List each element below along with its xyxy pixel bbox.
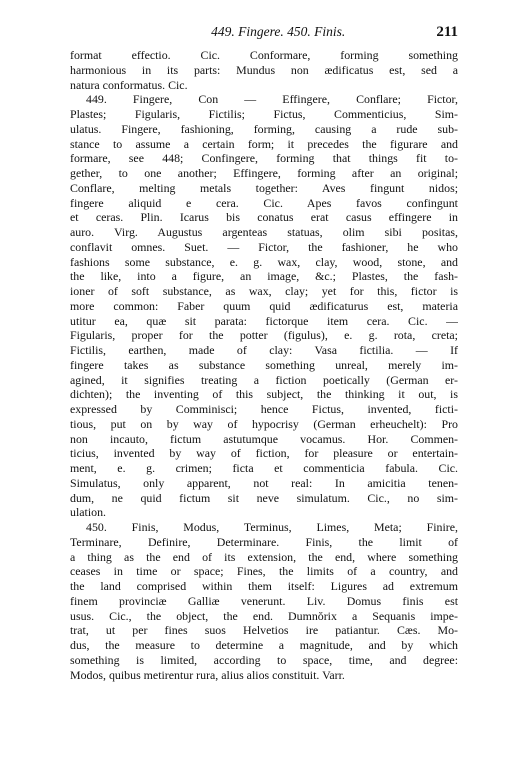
text-line: dichten); the inventing of this subject, the thinking it out, is bbox=[70, 387, 458, 402]
text-line: formare, see 448; Confingere, forming that things fit to- bbox=[70, 151, 458, 166]
text-line: harmonious in its parts: Mundus non ædificatus est, sed a bbox=[70, 62, 458, 77]
text-line: ioner of soft substance, as wax, clay; yet for this, fictor is bbox=[70, 284, 458, 298]
body-text bbox=[70, 48, 458, 682]
running-title: 449. Fingere. 450. Finis. bbox=[211, 24, 346, 39]
text-line: Simulatus, only apparent, not real: In amicitia tenen- bbox=[70, 475, 458, 490]
text-line: dum, ne quid fictum sit neve simulatum. Cic., no sim- bbox=[70, 490, 458, 505]
text-line: et ceras. Plin. Icarus bis conatus erat casus effingere in bbox=[70, 210, 458, 225]
text-line: stance to assume a certain form; it precedes the figurare and bbox=[70, 136, 458, 151]
page-number: 211 bbox=[436, 24, 458, 40]
text-line: Fictilis, earthen, made of clay: Vasa fictilia. — If bbox=[70, 343, 458, 357]
text-line: ulation. bbox=[70, 505, 106, 520]
text-line: dus, the measure to determine a magnitude, and by which bbox=[70, 638, 458, 652]
text-line: 450. Finis, Modus, Terminus, Limes, Meta; Finire, bbox=[86, 520, 458, 534]
text-line: trat, ut per fines suos Helvetios ire patiantur. Cæs. Mo- bbox=[70, 623, 458, 638]
text-line: ceases in time or space; Fines, the limits of a country, and bbox=[70, 564, 458, 579]
text-line: ulatus. Fingere, fashioning, forming, causing a rude sub- bbox=[70, 121, 458, 136]
text-line: 449. Fingere, Con — Effingere, Conflare; Fictor, bbox=[86, 92, 458, 107]
text-line: Plastes; Figularis, Fictilis; Fictus, Commenticius, Sim- bbox=[70, 107, 458, 121]
text-line: Figularis, proper for the potter (figulus), e. g. rota, creta; bbox=[70, 328, 458, 343]
text-line: Conflare, melting metals together: Aves fingunt nidos; bbox=[70, 180, 458, 195]
page-header bbox=[70, 24, 458, 46]
text-line: fingere takes as substance something unreal, merely im- bbox=[70, 357, 458, 372]
text-line: finem provinciæ Galliæ venerunt. Liv. Domus finis est bbox=[70, 593, 458, 608]
text-line: a thing as the end of its extension, the end, where something bbox=[70, 549, 458, 564]
text-line: ticius, invented by way of fiction, for pleasure or entertain- bbox=[70, 446, 458, 461]
text-line: non incauto, fictum astutumque vocamus. Hor. Commen- bbox=[70, 431, 458, 446]
text-line: Terminare, Definire, Determinare. Finis, the limit of bbox=[70, 534, 458, 549]
text-line: auro. Virg. Augustus argenteas statuas, olim sibi positas, bbox=[70, 225, 458, 239]
text-line: expressed by Comminisci; hence Fictus, invented, ficti- bbox=[70, 402, 458, 416]
text-line: ment, e. g. crimen; ficta et commenticia fabula. Cic. bbox=[70, 461, 458, 475]
text-line: Modos, quibus metirentur rura, alius alios constituit. Varr. bbox=[70, 667, 345, 682]
text-line: utitur ea, quæ sit parata: fictorque item cera. Cic. — bbox=[70, 313, 458, 328]
text-line: more common: Faber quum quid ædificaturus est, materia bbox=[70, 298, 458, 313]
text-line: natura conformatus. Cic. bbox=[70, 77, 188, 92]
text-line: the like, into a figure, an image, &c.; Plastes, the fash- bbox=[70, 269, 458, 284]
text-line: tious, put on by way of hypocrisy (German erheuchelt): Pro bbox=[70, 416, 458, 431]
book-page bbox=[70, 24, 458, 682]
text-line: format effectio. Cic. Conformare, forming something bbox=[70, 48, 458, 62]
text-line: something is limited, according to space, time, and degree: bbox=[70, 652, 458, 667]
text-line: fingere aliquid e cera. Cic. Apes favos confingunt bbox=[70, 195, 458, 210]
text-line: the land comprised within them itself: Ligures ad extremum bbox=[70, 579, 458, 593]
text-line: gether, to one another; Effingere, forming after an original; bbox=[70, 166, 458, 180]
text-line: fashions some substance, e. g. wax, clay, wood, stone, and bbox=[70, 254, 458, 269]
text-line: usus. Cic., the object, the end. Dumnŏrix a Sequanis impe- bbox=[70, 608, 458, 623]
text-line: agined, it signifies treating a fiction poetically (German er- bbox=[70, 372, 458, 387]
text-line: conflavit omnes. Suet. — Fictor, the fashioner, he who bbox=[70, 239, 458, 254]
